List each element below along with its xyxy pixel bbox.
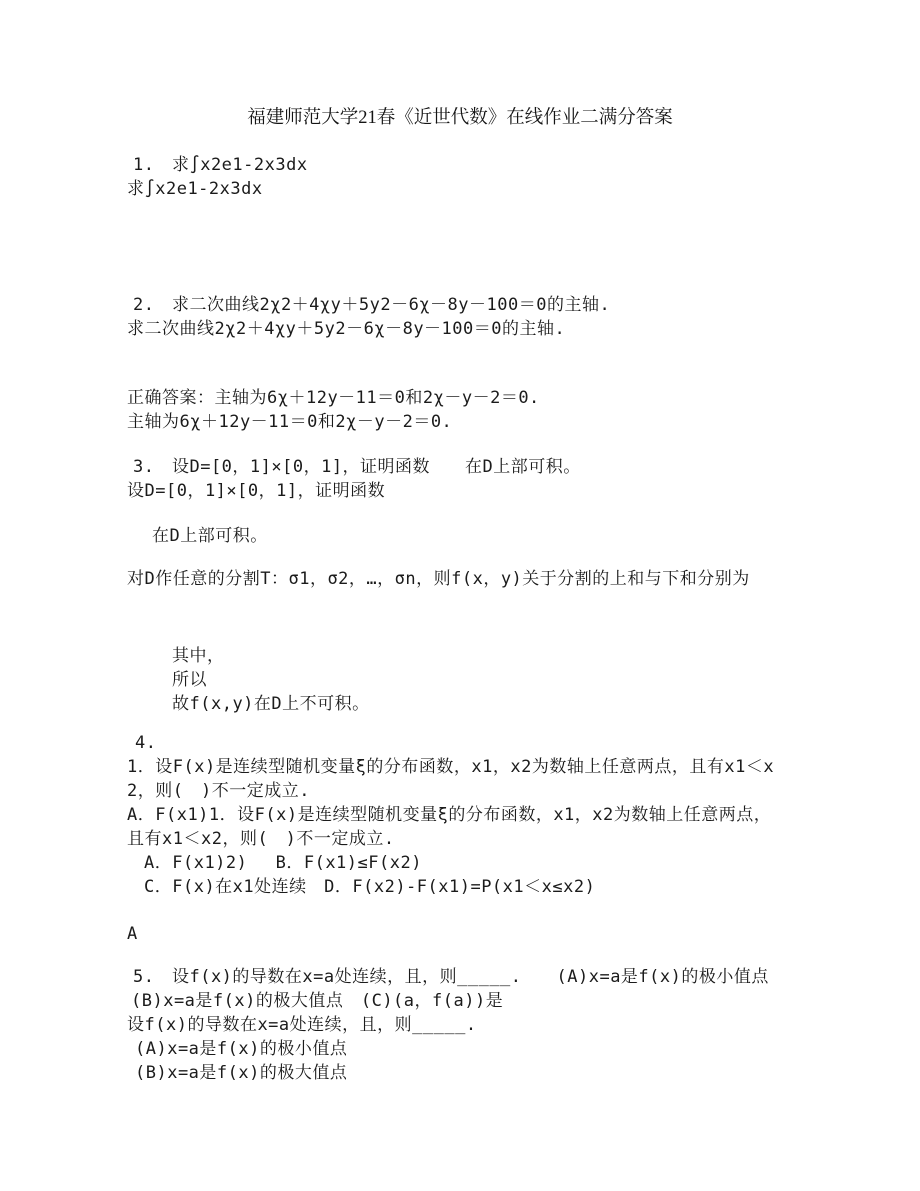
question-2-answer-repeat: 主轴为6χ＋12y－11＝0和2χ－y－2＝0.	[127, 412, 453, 432]
question-4-number: 4.	[135, 733, 157, 753]
question-5-repeat: 设f(x)的导数在x=a处连续，且，则_____.	[127, 1015, 477, 1035]
question-2-prompt: 2. 求二次曲线2χ2＋4χy＋5y2－6χ－8y－100＝0的主轴.	[133, 295, 611, 315]
question-3-prompt-continue: 在D上部可积。	[152, 526, 268, 546]
document-body	[0, 153, 920, 1085]
question-3-prompt-repeat: 设D=[0，1]×[0，1]，证明函数	[127, 481, 386, 501]
question-4-prompt-line-1: 1．设F(x)是连续型随机变量ξ的分布函数，x1，x2为数轴上任意两点，且有x1＜x	[127, 757, 775, 777]
question-5-prompt-line-1: 5. 设f(x)的导数在x=a处连续，且，则_____. (A)x=a是f(x)的极小值点	[133, 967, 769, 987]
question-1-prompt: 1. 求∫x2e1-2x3dx	[133, 155, 308, 175]
document-title: 福建师范大学21春《近世代数》在线作业二满分答案	[247, 108, 673, 128]
question-4-prompt-line-2: 2，则( )不一定成立.	[127, 781, 310, 801]
question-3-solution-line-3: 故f(x,y)在D上不可积。	[172, 694, 370, 714]
question-4-repeat-line-1: A．F(x1)1．设F(x)是连续型随机变量ξ的分布函数，x1，x2为数轴上任意两点，	[127, 805, 772, 825]
question-4-options-cd: C．F(x)在x1处连续 D．F(x2)-F(x1)=P(x1＜x≤x2)	[144, 877, 596, 897]
question-3-solution-partition: 对D作任意的分割T：σ1，σ2，…，σn，则f(x，y)关于分割的上和与下和分别为	[127, 569, 750, 589]
question-4-answer: A	[127, 924, 138, 944]
question-1-prompt-repeat: 求∫x2e1-2x3dx	[127, 179, 263, 199]
question-4-repeat-line-2: 且有x1＜x2，则( )不一定成立.	[127, 829, 395, 849]
question-3-prompt: 3. 设D=[0，1]×[0，1]，证明函数 在D上部可积。	[133, 457, 581, 477]
question-2-prompt-repeat: 求二次曲线2χ2＋4χy＋5y2－6χ－8y－100＝0的主轴.	[127, 319, 566, 339]
question-5-option-a: (A)x=a是f(x)的极小值点	[135, 1039, 348, 1059]
question-5-prompt-line-2: (B)x=a是f(x)的极大值点 (C)(a，f(a))是	[131, 991, 504, 1011]
question-5-option-b: (B)x=a是f(x)的极大值点	[135, 1063, 348, 1083]
question-3-solution-line-1: 其中，	[172, 646, 225, 666]
question-3-solution-line-2: 所以	[172, 670, 207, 690]
question-4-options-ab: A．F(x1)2) B．F(x1)≤F(x2)	[144, 853, 422, 873]
question-2-correct-answer: 正确答案：主轴为6χ＋12y－11＝0和2χ－y－2＝0.	[127, 388, 540, 408]
